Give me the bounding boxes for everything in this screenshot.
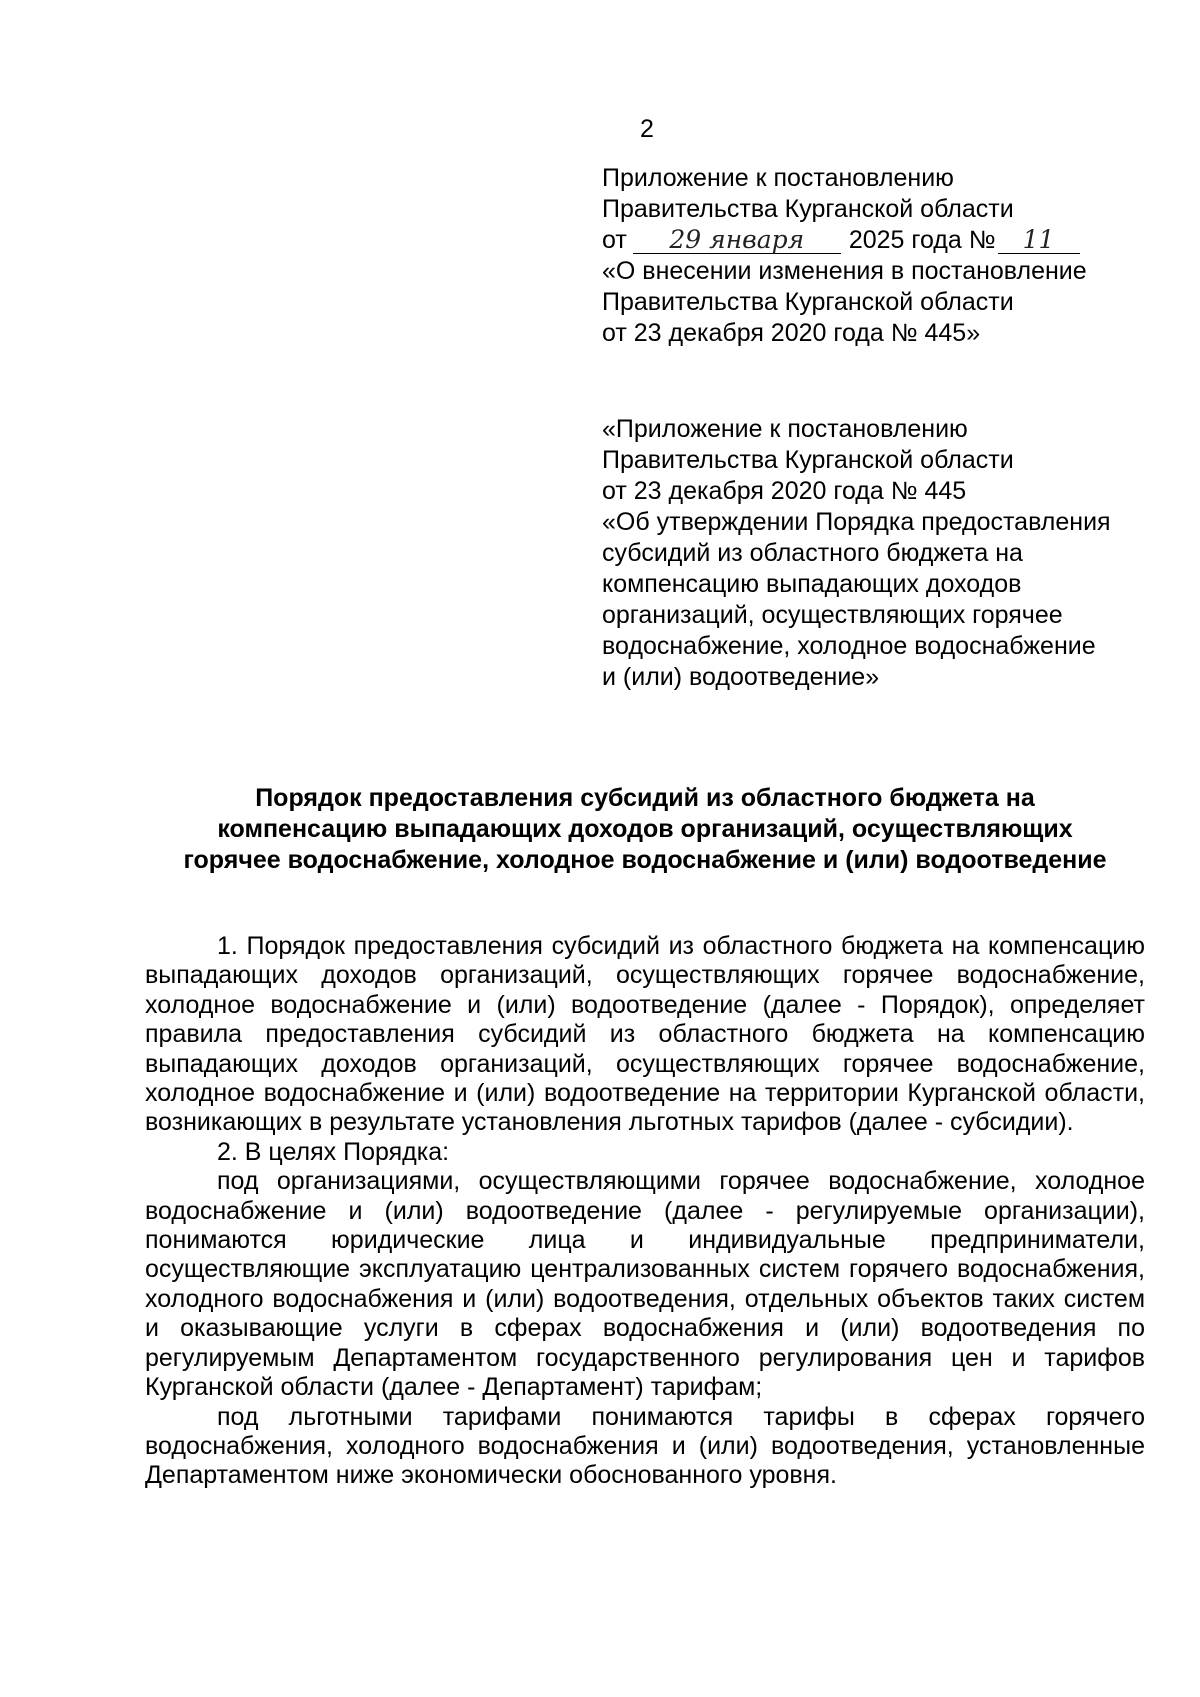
annex-line: организаций, осуществляющих горячее — [602, 601, 1063, 629]
annex-line: и (или) водоотведение» — [602, 663, 880, 691]
document-body — [145, 932, 1145, 1491]
title-line: компенсацию выпадающих доходов организаций, осуществляющих — [217, 815, 1073, 843]
annex-line: водоснабжение, холодное водоснабжение — [602, 632, 1096, 660]
title-line: горячее водоснабжение, холодное водоснабжение и (или) водоотведение — [183, 846, 1107, 874]
annex-line: от 23 декабря 2020 года № 445 — [602, 477, 967, 505]
year-text: 2025 года № — [848, 226, 996, 254]
annex-line: «Приложение к постановлению — [602, 415, 968, 443]
annex-line: «Об утверждении Порядка предоставления — [602, 508, 1111, 536]
annex-line: «О внесении изменения в постановление — [602, 257, 1087, 285]
annex-line: Правительства Курганской области — [602, 446, 1014, 474]
annex-line: компенсацию выпадающих доходов — [602, 570, 1022, 598]
annex-line: Правительства Курганской области — [602, 288, 1014, 316]
document-title — [140, 783, 1150, 876]
annex-date-line — [602, 225, 1162, 256]
annex-line: Правительства Курганской области — [602, 195, 1014, 223]
paragraph: под организациями, осуществляющими горячее водоснабжение, холодное водоснабжение и (или) водоотведение (далее - регулируемые организации), понимаются юридические лица и индивидуальные предприниматели, осуществляющие эксплуатацию централизованных систем горячего водоснабжения, холодного водоснабжения и (или) водоотведения, отдельных объектов таких систем и оказывающие услуги в сферах водоснабжения и (или) водоотведения по регулируемым Департаментом государственного регулирования цен и тарифов Курганской области (далее - Департамент) тарифам; — [145, 1167, 1145, 1402]
annex-line: Приложение к постановлению — [602, 164, 954, 192]
page-number: 2 — [640, 115, 654, 143]
title-line: Порядок предоставления субсидий из областного бюджета на — [255, 784, 1035, 812]
date-prefix: от — [602, 226, 627, 254]
annex-line: субсидий из областного бюджета на — [602, 539, 1023, 567]
annex-amendment-header — [602, 163, 1162, 349]
annex-original-header — [602, 414, 1162, 693]
handwritten-number: 11 — [998, 227, 1080, 254]
paragraph: под льготными тарифами понимаются тарифы в сферах горячего водоснабжения, холодного водоснабжения и (или) водоотведения, установленные Департаментом ниже экономически обоснованного уровня. — [145, 1402, 1145, 1490]
paragraph: 1. Порядок предоставления субсидий из областного бюджета на компенсацию выпадающих доходов организаций, осуществляющих горячее водоснабжение, холодное водоснабжение и (или) водоотведение (далее - Порядок), определяет правила предоставления субсидий из областного бюджета на компенсацию выпадающих доходов организаций, осуществляющих горячее водоснабжение, холодное водоснабжение и (или) водоотведение на территории Курганской области, возникающих в результате установления льготных тарифов (далее - субсидии). — [145, 932, 1145, 1137]
annex-line: от 23 декабря 2020 года № 445» — [602, 319, 981, 347]
paragraph: 2. В целях Порядка: — [217, 1137, 450, 1166]
handwritten-date: 29 января — [633, 227, 841, 254]
